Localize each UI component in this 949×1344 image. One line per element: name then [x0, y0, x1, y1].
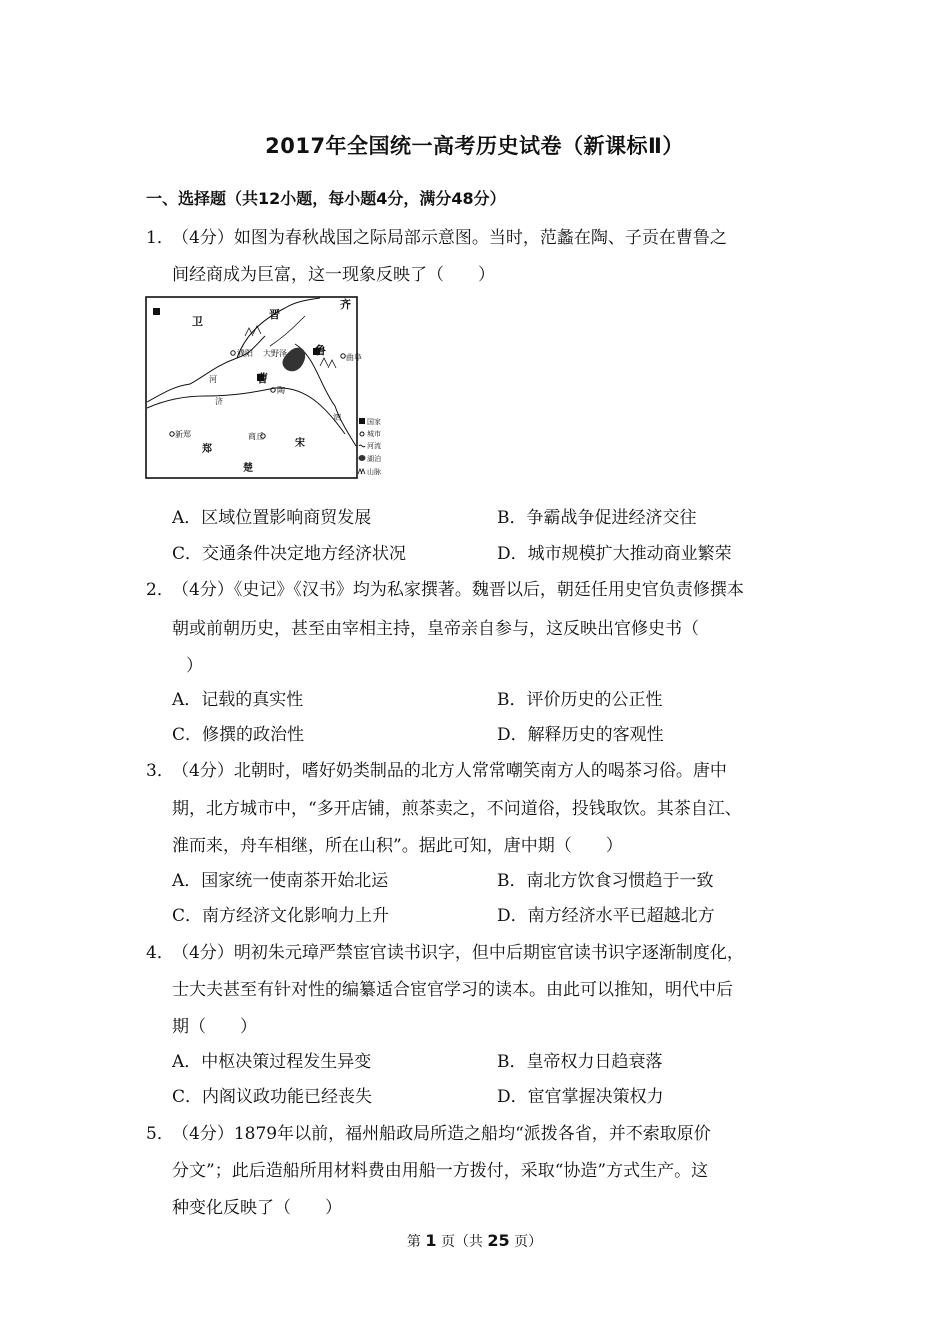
option-b[interactable]: B．争霸战争促进经济交往 [497, 508, 697, 528]
question-number: 2． [146, 580, 174, 600]
option-a[interactable]: A．中枢决策过程发生异变 [172, 1052, 372, 1072]
question-number: 4． [146, 943, 174, 963]
question-text: ） [186, 656, 203, 676]
option-d[interactable]: D．解释历史的客观性 [497, 725, 664, 745]
option-b[interactable]: B．皇帝权力日趋衰落 [497, 1052, 663, 1072]
map-label: 济 [215, 397, 223, 406]
question-text: （4分）明初朱元璋严禁宦官读书识字，但中后期宦官读书识字逐渐制度化， [172, 943, 744, 963]
question-text: （4分）如图为春秋战国之际局部示意图。当时，范蠡在陶、子贡在曹鲁之 [172, 228, 727, 248]
map-label: 郑 [202, 444, 212, 455]
option-a[interactable]: A．区域位置影响商贸发展 [172, 508, 372, 528]
question-text: 期（ ） [172, 1017, 257, 1037]
option-a[interactable]: A．记载的真实性 [172, 690, 304, 710]
question-text: （4分）《史记》《汉书》均为私家撰著。魏晋以后，朝廷任用史官负责修撰本 [172, 580, 744, 600]
question-text: 期，北方城市中，“多开店铺，煎茶卖之，不问道俗，投钱取饮。其茶自江、 [172, 799, 742, 819]
page-number: 1 [425, 1231, 437, 1250]
option-a[interactable]: A．国家统一使南茶开始北运 [172, 871, 389, 891]
option-c[interactable]: C．交通条件决定地方经济状况 [172, 544, 407, 564]
map-label: 泗 [333, 413, 341, 422]
legend-label: 山脉 [367, 468, 381, 476]
map-label: 宋 [295, 438, 305, 449]
map-label: 新郑 [175, 430, 191, 439]
map-label: 楚 [243, 463, 253, 474]
question-text: （4分）北朝时，嗜好奶类制品的北方人常常嘲笑南方人的喝茶习俗。唐中 [172, 761, 727, 781]
question-text: 朝或前朝历史，甚至由宰相主持，皇帝亲自参与，这反映出官修史书（ [172, 619, 699, 639]
total-pages: 25 [487, 1231, 510, 1250]
map-label: 齐 [340, 298, 351, 311]
question-text: （4分）1879年以前，福州船政局所造之船均“派拨各省，并不索取原价 [172, 1124, 711, 1144]
footer-text: 页） [514, 1234, 543, 1250]
option-c[interactable]: C．内阁议政功能已经丧失 [172, 1087, 373, 1107]
map-label: 曲阜 [346, 353, 362, 362]
map-label: 晋 [269, 308, 280, 321]
footer-text: 页（共 [440, 1234, 483, 1250]
map-label: 卫 [192, 315, 203, 328]
question-number: 1． [146, 228, 174, 248]
section-heading: 一、选择题（共12小题，每小题4分，满分48分） [146, 189, 506, 208]
map-label: 濮阳 [237, 349, 253, 358]
map-label: 鲁 [315, 344, 326, 357]
footer-text: 第 [406, 1234, 421, 1250]
legend-label: 国家 [367, 418, 381, 426]
question-number: 3． [146, 761, 174, 781]
option-b[interactable]: B．南北方饮食习惯趋于一致 [497, 871, 714, 891]
question-text: 种变化反映了（ ） [172, 1198, 342, 1218]
legend-label: 河流 [367, 442, 381, 450]
question-text: 间经商成为巨富，这一现象反映了（ ） [172, 265, 495, 285]
map-label: 商丘 [248, 432, 264, 441]
option-d[interactable]: D．城市规模扩大推动商业繁荣 [497, 544, 732, 564]
question-text: 淮而来，舟车相继，所在山积”。据此可知，唐中期（ ） [172, 836, 623, 856]
question-text: 士大夫甚至有针对性的编纂适合宦官学习的读本。由此可以推知，明代中后 [172, 980, 733, 1000]
option-d[interactable]: D．宦官掌握决策权力 [497, 1087, 664, 1107]
map-label: 大野泽 [263, 349, 287, 358]
option-c[interactable]: C．修撰的政治性 [172, 725, 305, 745]
spring-autumn-map [145, 296, 385, 480]
map-label: 河 [209, 375, 217, 384]
map-label: 曹 [257, 372, 268, 385]
option-c[interactable]: C．南方经济文化影响力上升 [172, 906, 390, 926]
option-b[interactable]: B．评价历史的公正性 [497, 690, 663, 710]
question-text: 分文”；此后造船所用材料费由用船一方拨付，采取“协造”方式生产。这 [172, 1161, 709, 1181]
page-title: 2017年全国统一高考历史试卷（新课标Ⅱ） [265, 134, 684, 158]
page-footer [0, 1231, 949, 1251]
legend-label: 城市 [367, 430, 381, 438]
legend-label: 湖泊 [367, 455, 381, 463]
question-number: 5． [146, 1124, 174, 1144]
map-label: 陶 [277, 386, 285, 395]
option-d[interactable]: D．南方经济水平已超越北方 [497, 906, 715, 926]
